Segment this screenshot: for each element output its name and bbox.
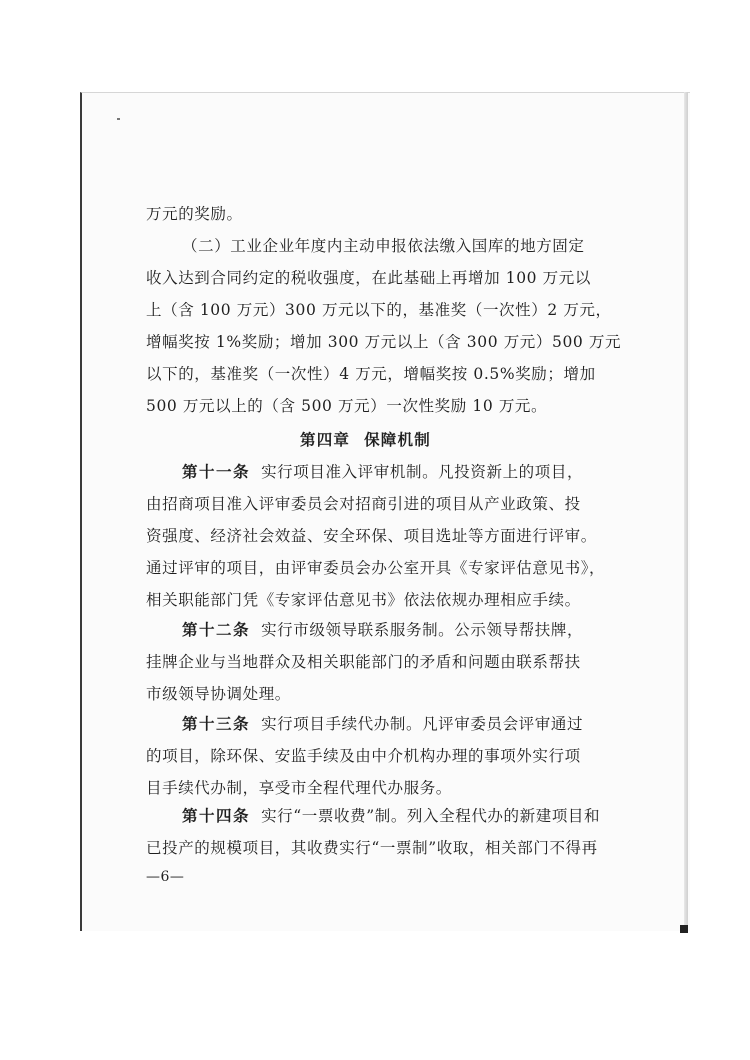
article-13-first-line (182, 714, 583, 734)
chapter-title: 保障机制 (364, 430, 431, 449)
article-text: 实行“一票收费”制。列入全程代办的新建项目和 (261, 807, 601, 825)
article-heading: 第十二条 (182, 620, 251, 639)
paragraph-line: 以下的，基准奖（一次性）4 万元，增幅奖按 0.5%奖励；增加 (146, 365, 596, 383)
article-text: 实行市级领导联系服务制。公示领导帮扶牌， (261, 621, 584, 639)
paragraph-line: 由招商项目准入评审委员会对招商引进的项目从产业政策、投 (146, 495, 581, 513)
article-12-first-line (182, 620, 583, 640)
paragraph-line: 市级领导协调处理。 (146, 685, 291, 703)
paragraph-line: 500 万元以上的（含 500 万元）一次性奖励 10 万元。 (146, 397, 548, 415)
paragraph-line: 目手续代办制，享受市全程代理代办服务。 (146, 779, 452, 797)
paragraph-line: 增幅奖按 1%奖励；增加 300 万元以上（含 300 万元）500 万元 (146, 333, 622, 351)
page-number: —6— (146, 869, 185, 885)
page-edge-mark (680, 925, 688, 933)
article-text: 实行项目手续代办制。凡评审委员会评审通过 (261, 715, 584, 733)
chapter-number: 第四章 (300, 430, 351, 449)
paragraph-line: 已投产的规模项目，其收费实行“一票制”收取，相关部门不得再 (146, 839, 598, 857)
paragraph-line: 万元的奖励。 (146, 205, 243, 223)
article-11-first-line (182, 462, 583, 482)
chapter-heading (300, 428, 431, 450)
paragraph-line: 通过评审的项目，由评审委员会办公室开具《专家评估意见书》， (146, 559, 606, 577)
article-heading: 第十四条 (182, 806, 251, 825)
article-heading: 第十一条 (182, 462, 251, 481)
scan-speck (117, 118, 120, 120)
paragraph-line: 相关职能部门凭《专家评估意见书》依法依规办理相应手续。 (146, 591, 581, 609)
paragraph-line: 资强度、经济社会效益、安全环保、项目选址等方面进行评审。 (146, 527, 597, 545)
paragraph-line: 挂牌企业与当地群众及相关职能部门的矛盾和问题由联系帮扶 (146, 653, 581, 671)
article-14-first-line (182, 806, 600, 826)
paragraph-line: 收入达到合同约定的税收强度，在此基础上再增加 100 万元以 (146, 269, 591, 287)
page-edge-shadow (684, 92, 688, 930)
article-text: 实行项目准入评审机制。凡投资新上的项目， (261, 463, 584, 481)
article-heading: 第十三条 (182, 714, 251, 733)
paragraph-line: 上（含 100 万元）300 万元以下的，基准奖（一次性）2 万元， (146, 301, 612, 319)
paragraph-line: 的项目，除环保、安监手续及由中介机构办理的事项外实行项 (146, 747, 581, 765)
paragraph-line: （二）工业企业年度内主动申报依法缴入国库的地方固定 (182, 237, 585, 255)
